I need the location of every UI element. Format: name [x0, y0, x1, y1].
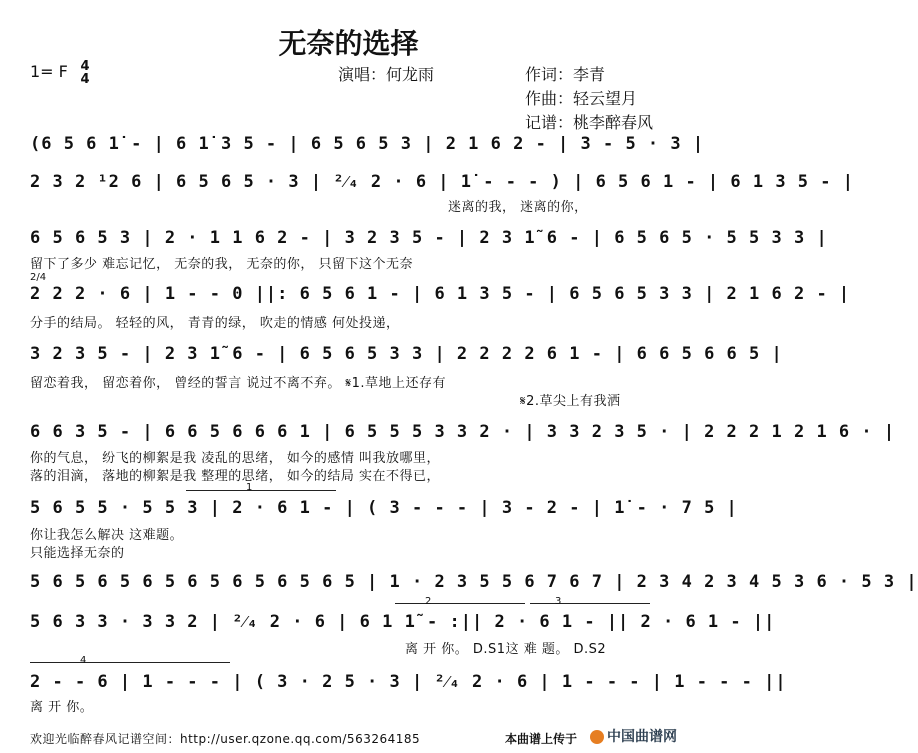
performer: 演唱：何龙雨 — [338, 65, 435, 84]
notation-row: 5 6 5 6 5 6 5 6 5 6 5 6 5 6 5 | 1 · 2 3 5 5 6 7 6 7 | 2 3 4 2 3 4 5 3 6 · 5 3 | — [30, 572, 918, 592]
notation-row: (6 5 6 1̇ - | 6 1̇ 3 5 - | 6 5 6 5 3 | 2 1 6 2 - | 3 - 5 · 3 | — [30, 134, 705, 154]
volta-number: 1 — [246, 482, 253, 493]
lyric-line: 分手的结局。 轻轻的风， 青青的绿， 吹走的情感 何处投递， — [30, 316, 400, 331]
lyric-line: 离 开 你。 — [30, 700, 94, 715]
lyric-line: 离 开 你。 D.S1这 难 题。 D.S2 — [405, 642, 607, 657]
notation-row: 5 6 5 5 · 5 5 3 | 2 · 6 1 - | ( 3 - - - | 3 - 2 - | 1̇ - · 7 5 | — [30, 498, 738, 518]
logo-icon — [590, 730, 604, 744]
notation-row: 6 6 3 5 - | 6 6 5 6 6 6 1 | 6 5 5 5 3 3 2 · | 3 3 2 3 5 · | 2 2 2 1 2 1 6 · | — [30, 422, 896, 442]
lyric-line: 留恋着我， 留恋着你， 曾经的誓言 说过不离不弃。 𝄋1.草地上还存有 — [30, 376, 447, 391]
lyricist: 作词：李青 — [525, 65, 606, 84]
time-signature-bottom: 4 — [80, 72, 90, 87]
lyric-line: 留下了多少 难忘记忆， 无奈的我， 无奈的你， 只留下这个无奈 — [30, 257, 414, 272]
footer-uploaded: 本曲谱上传于 — [505, 732, 578, 746]
volta-number: 2 — [425, 596, 432, 607]
notation-row: 2 3 2 ¹2 6 | 6 5 6 5 · 3 | ²⁄₄ 2 · 6 | 1̇ - - - ) | 6 5 6 1 - | 6 1 3 5 - | — [30, 172, 854, 192]
lyric-line-2: 落的泪滴， 落地的柳絮是我 整理的思绪， 如今的结局 实在不得已， — [30, 469, 441, 484]
lyric-line-2: 𝄋2.草尖上有我洒 — [520, 394, 621, 409]
lyric-line: 你的气息， 纷飞的柳絮是我 凌乱的思绪， 如今的感情 叫我放哪里， — [30, 451, 441, 466]
time-change-mark: 2/4 — [30, 272, 47, 283]
notation-row: 3 2 3 5 - | 2 3 1̃ 6 - | 6 5 6 5 3 3 | 2 2 2 2 6 1 - | 6 6 5 6 6 5 | — [30, 344, 783, 364]
volta-number: 3 — [555, 596, 562, 607]
notation-row: 2 - - 6 | 1 - - - | ( 3 · 2 5 · 3 | ²⁄₄ 2 · 6 | 1 - - - | 1 - - - || — [30, 672, 787, 692]
volta-line — [395, 603, 525, 604]
transcriber: 记谱：桃李醉春风 — [525, 113, 654, 132]
composer: 作曲：轻云望月 — [525, 89, 638, 108]
footer-website: 欢迎光临醉春风记谱空间：http://user.qzone.qq.com/563264185 — [30, 732, 421, 746]
notation-row: 5 6 3 3 · 3 3 2 | ²⁄₄ 2 · 6 | 6 1 1̃ - :|| 2 · 6 1 - || 2 · 6 1 - || — [30, 612, 776, 632]
time-signature-top: 4 — [80, 59, 90, 74]
volta-number: 4 — [80, 655, 87, 666]
notation-row: 6 5 6 5 3 | 2 · 1 1 6 2 - | 3 2 3 5 - | 2 3 1̃ 6 - | 6 5 6 5 · 5 5 3 3 | — [30, 228, 828, 248]
logo-text: 中国曲谱网 — [607, 729, 677, 745]
key-signature: 1= F — [30, 62, 68, 81]
lyric-line: 你让我怎么解决 这难题。 — [30, 528, 184, 543]
notation-row: 2 2 2 · 6 | 1 - - 0 ||: 6 5 6 1 - | 6 1 3 5 - | 6 5 6 5 3 3 | 2 1 6 2 - | — [30, 284, 851, 304]
lyric-line-2: 只能选择无奈的 — [30, 546, 125, 561]
site-logo — [590, 726, 677, 746]
lyric-line: 迷离的我， 迷离的你， — [448, 200, 588, 215]
volta-line — [530, 603, 650, 604]
score-title: 无奈的选择 — [278, 27, 419, 60]
time-signature — [78, 60, 92, 86]
volta-line — [186, 490, 336, 491]
volta-line — [30, 662, 230, 663]
